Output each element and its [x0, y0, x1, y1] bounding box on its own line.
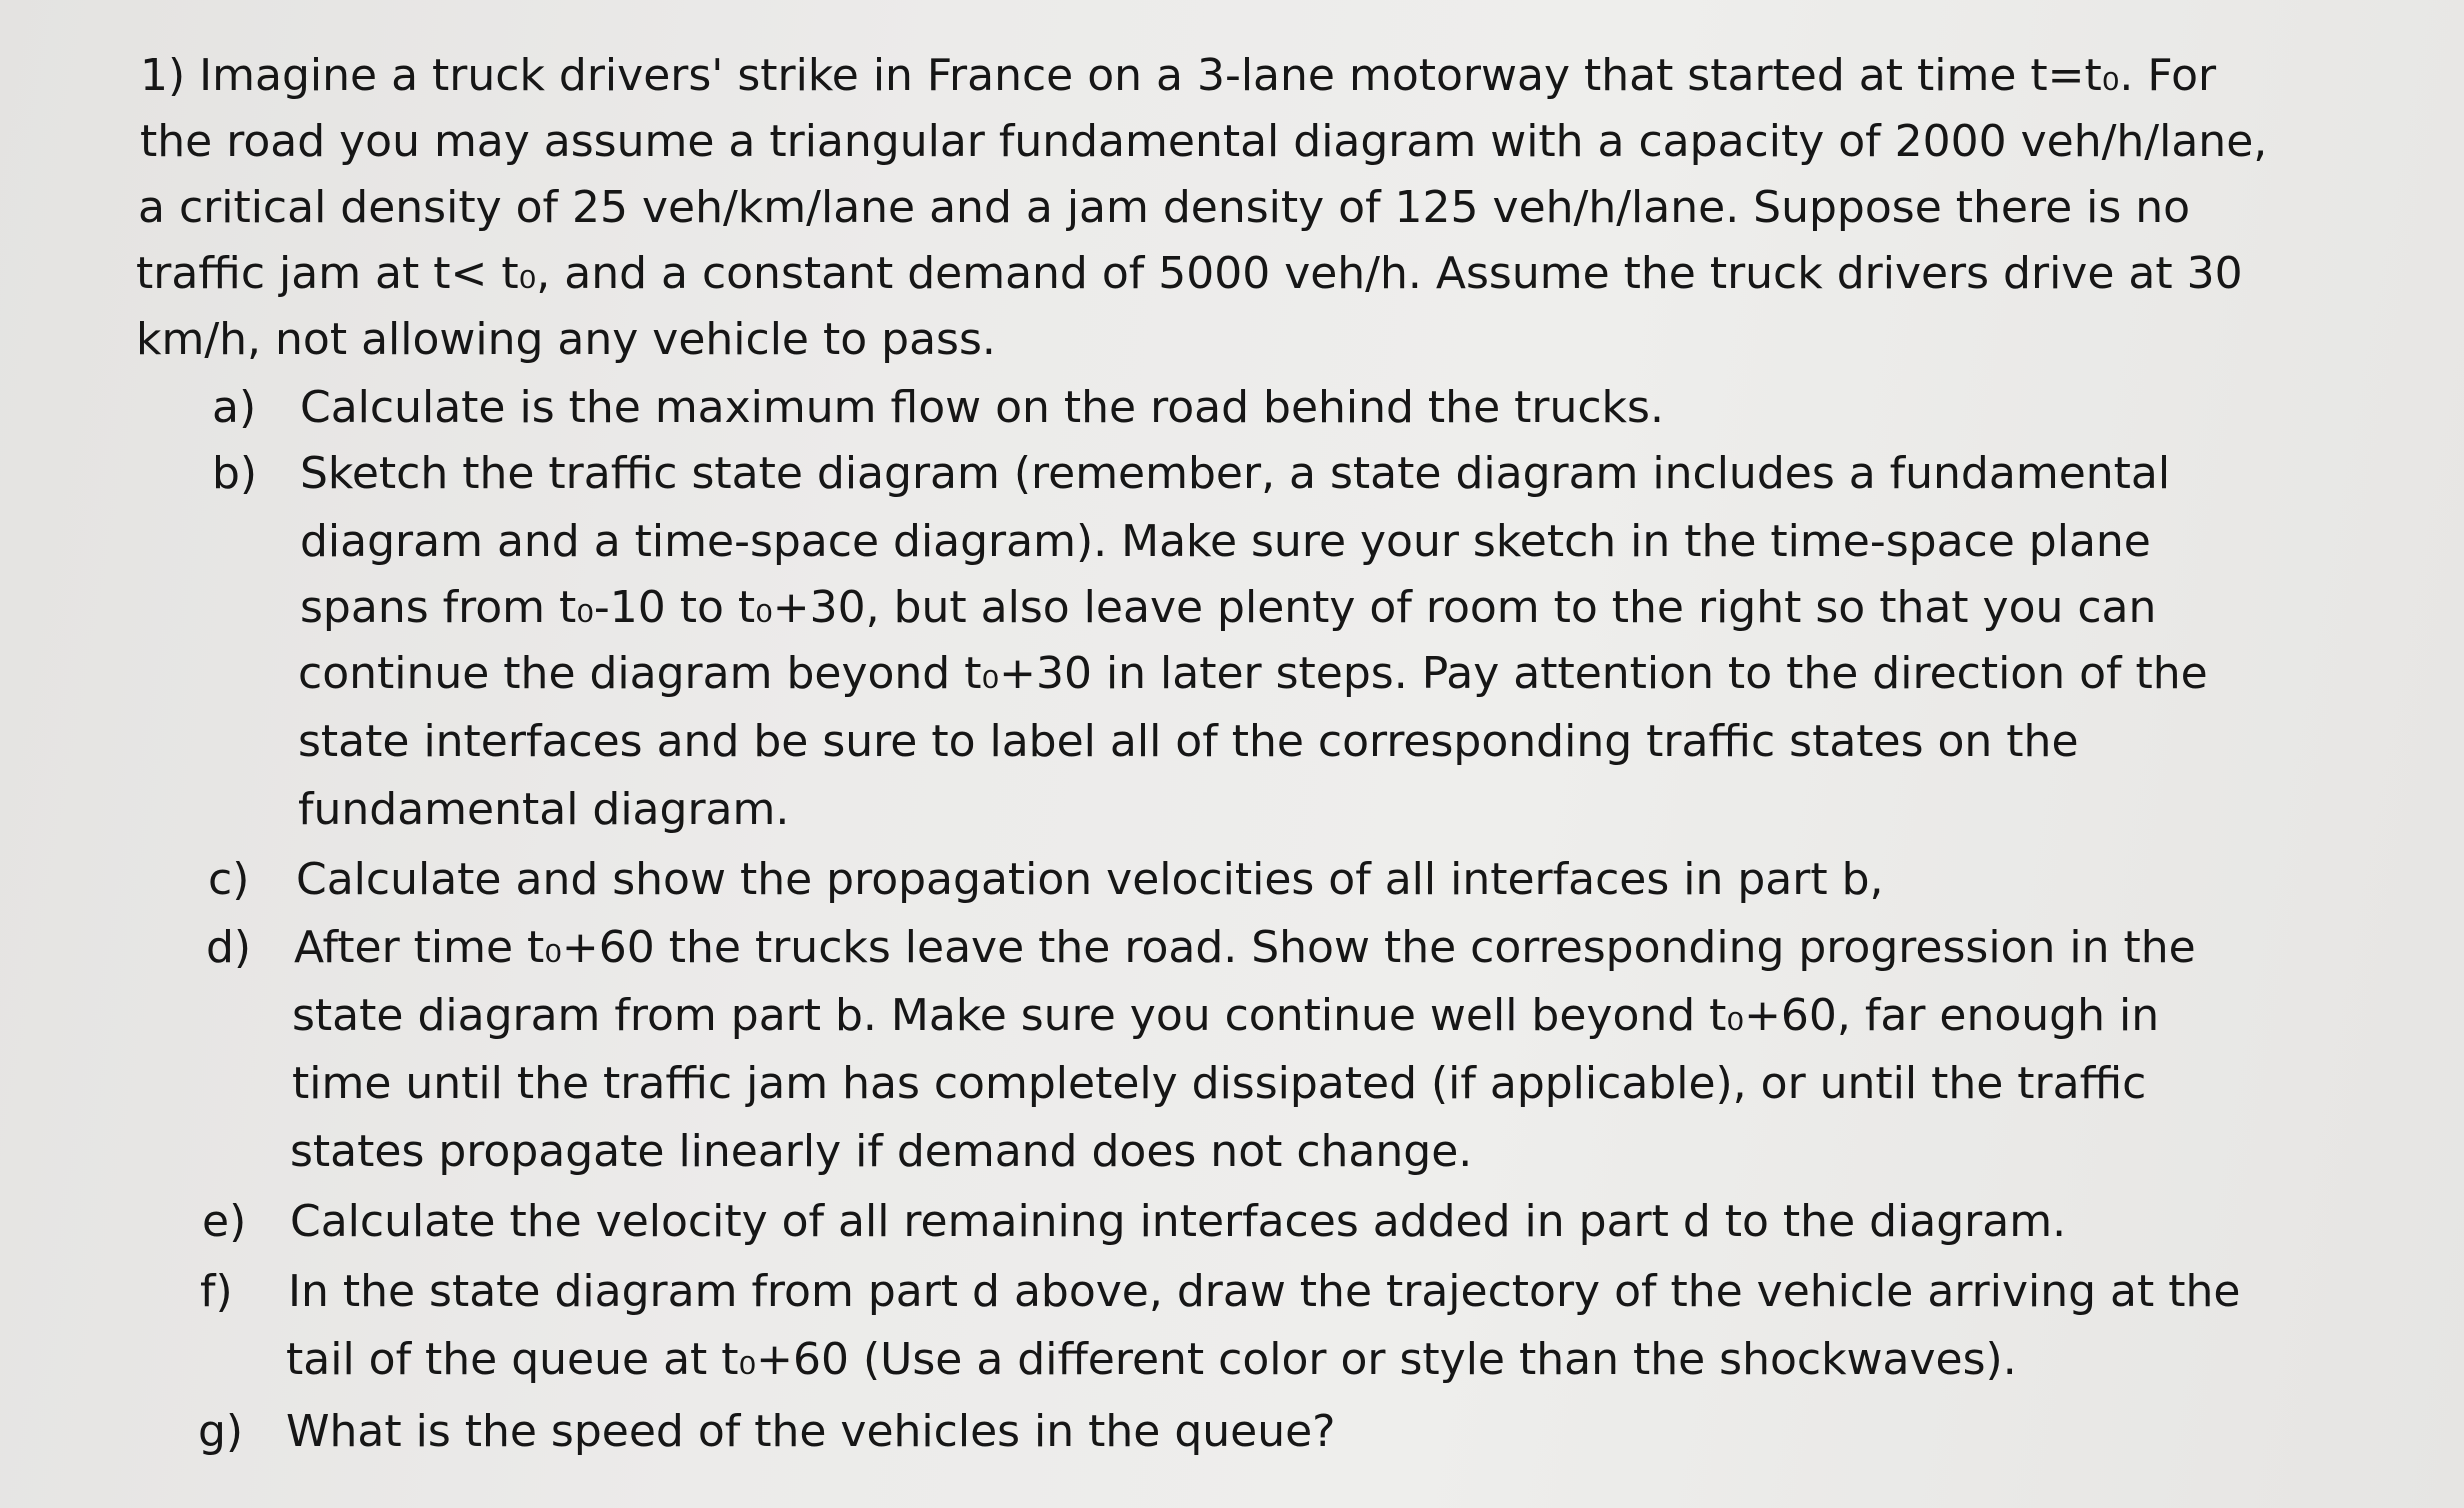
part-f-text: tail of the queue at t₀+60 (Use a different color or style than the shockwaves).	[286, 1334, 2017, 1385]
question-intro-line: the road you may assume a triangular fundamental diagram with a capacity of 2000 veh/h/lane,	[140, 116, 2268, 167]
question-number: 1)	[140, 50, 186, 101]
part-e-text: Calculate the velocity of all remaining interfaces added in part d to the diagram.	[290, 1196, 2067, 1247]
question-intro-line: traffic jam at t< t₀, and a constant demand of 5000 veh/h. Assume the truck drivers drive at 30	[136, 248, 2243, 299]
part-d-text: states propagate linearly if demand does not change.	[290, 1126, 1473, 1177]
part-f-text: In the state diagram from part d above, draw the trajectory of the vehicle arriving at the	[288, 1266, 2241, 1317]
part-d-text: time until the traffic jam has completely dissipated (if applicable), or until the traffic	[292, 1058, 2147, 1109]
part-c-text: Calculate and show the propagation velocities of all interfaces in part b,	[296, 854, 1884, 905]
part-a-marker: a)	[212, 382, 257, 433]
part-d-text: After time t₀+60 the trucks leave the road. Show the corresponding progression in the	[294, 922, 2196, 973]
question-intro-line: Imagine a truck drivers' strike in France on a 3-lane motorway that started at time t=t₀. For	[199, 50, 2217, 101]
part-b-text: diagram and a time-space diagram). Make sure your sketch in the time-space plane	[300, 516, 2151, 567]
part-b-text: Sketch the traffic state diagram (remember, a state diagram includes a fundamental	[300, 448, 2171, 499]
part-b-text: state interfaces and be sure to label all of the corresponding traffic states on the	[298, 716, 2079, 767]
question-intro-line: a critical density of 25 veh/km/lane and a jam density of 125 veh/h/lane. Suppose there is no	[138, 182, 2191, 233]
question-intro-line: km/h, not allowing any vehicle to pass.	[136, 314, 996, 365]
part-g-marker: g)	[198, 1406, 244, 1457]
question-line-1	[140, 50, 2217, 101]
part-g-text: What is the speed of the vehicles in the queue?	[286, 1406, 1336, 1457]
part-b-text: continue the diagram beyond t₀+30 in later steps. Pay attention to the direction of the	[298, 648, 2208, 699]
part-b-text: fundamental diagram.	[298, 784, 790, 835]
part-f-marker: f)	[200, 1266, 233, 1317]
part-a-text: Calculate is the maximum flow on the road behind the trucks.	[300, 382, 1664, 433]
part-e-marker: e)	[202, 1196, 247, 1247]
part-d-text: state diagram from part b. Make sure you continue well beyond t₀+60, far enough in	[292, 990, 2160, 1041]
part-b-marker: b)	[212, 448, 258, 499]
part-c-marker: c)	[208, 854, 250, 905]
part-b-text: spans from t₀-10 to t₀+30, but also leave plenty of room to the right so that you can	[300, 582, 2157, 633]
part-d-marker: d)	[206, 922, 252, 973]
